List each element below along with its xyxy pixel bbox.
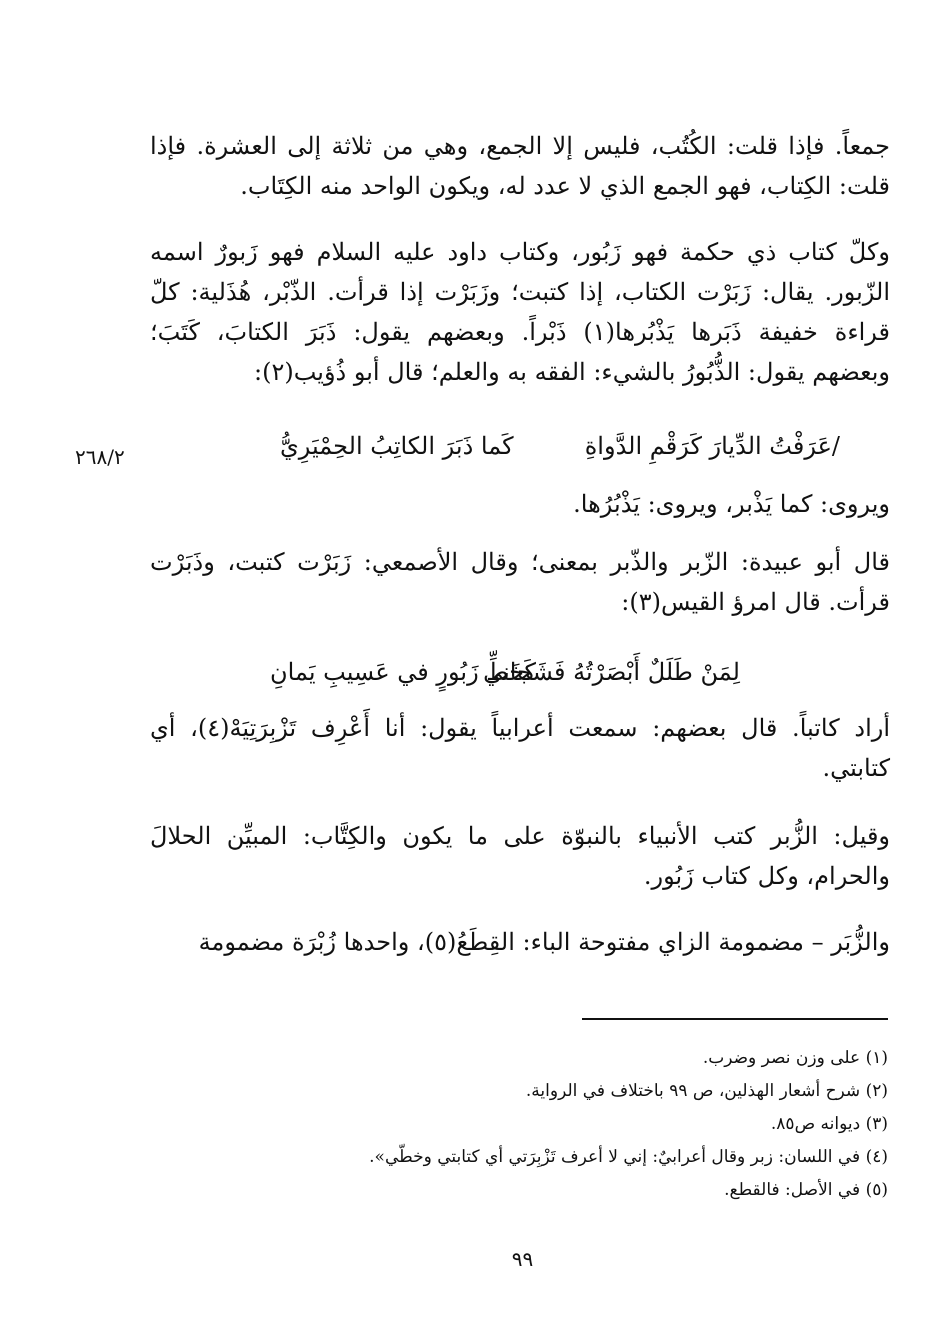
footnote-divider xyxy=(582,1018,888,1020)
page-number: ٩٩ xyxy=(511,1247,534,1271)
footnote-4: (٤) في اللسان: زبر وقال أعرابيٌ: إني لا أعرف تَزْبِرَتي أي كتابتي وخطّي». xyxy=(369,1147,888,1167)
footnote-5: (٥) في الأصل: فالقطع. xyxy=(724,1180,888,1200)
paragraph-6: وقيل: الزُّبر كتب الأنبياء بالنبوّة على ما يكون والكِتَّاب: المبيِّن الحلالَ والحرام، وكل كتاب زَبُور. xyxy=(150,822,890,890)
verse-2-first-hemistich: لِمَنْ طَلَلٌ أَبْصَرْتُهُ فَشَجاني xyxy=(483,658,740,686)
verse-1-first-hemistich: /عَرَفْتُ الدِّيارَ كَرَقْمِ الدَّواةِ xyxy=(584,432,840,460)
paragraph-3: ويروى: كما يَذْبر، ويروى: يَذْبُرُها. xyxy=(573,490,890,518)
margin-reference: ٢٦٨/٢ xyxy=(75,445,125,469)
verse-1-second-hemistich: كَما ذَبَرَ الكاتِبُ الحِمْيَرِيُّ xyxy=(280,432,514,460)
footnote-1: (١) على وزن نصر وضرب. xyxy=(702,1048,888,1068)
footnotes xyxy=(300,1042,888,1207)
verse-2-second-hemistich: كَخَطِّ زَبُورٍ في عَسِيبِ يَمانِ xyxy=(270,658,536,686)
paragraph-7: والزُّبَر – مضمومة الزاي مفتوحة الباء: القِطَعُ(٥)، واحدها زُبْرَة مضمومة xyxy=(198,928,890,956)
footnote-2: (٢) شرح أشعار الهذلين، ص ٩٩ باختلاف في الرواية. xyxy=(525,1081,888,1101)
paragraph-5: أراد كاتباً. قال بعضهم: سمعت أعرابياً يقول: أنا أَعْرِف تَزْبِرَتِيَهْ(٤)، أي كتابتي. xyxy=(150,714,890,782)
paragraph-2: وكلّ كتاب ذي حكمة فهو زَبُور، وكتاب داود عليه السلام فهو زَبورٌ اسمه الزّبور. يقال: زَبَرْت الكتاب، إذا كتبت؛ وزَبَرْت إذا قرأت. الذّبْر، هُذَلية: كلّ قراءة خفيفة ذَبَرها يَذْبُرها(١) ذَبْراً. وبعضهم يقول: ذَبَرَ الكتابَ، كَتَبَ؛ وبعضهم يقول: الذُّبُورُ بالشيء: الفقه به والعلم؛ قال أبو ذُؤيب(٢): xyxy=(150,238,890,386)
paragraph-4: قال أبو عبيدة: الزّبر والذّبر بمعنى؛ وقال الأصمعي: زَبَرْت كتبت، وذَبَرْت قرأت. قال امرؤ القيس(٣): xyxy=(150,548,890,616)
paragraph-1: جمعاً. فإذا قلت: الكُتُب، فليس إلا الجمع، وهي من ثلاثة إلى العشرة. فإذا قلت: الكِتاب، فهو الجمع الذي لا عدد له، ويكون الواحد منه الكِتَاب. xyxy=(150,132,890,200)
footnote-3: (٣) ديوانه ص٨٥. xyxy=(770,1114,888,1134)
